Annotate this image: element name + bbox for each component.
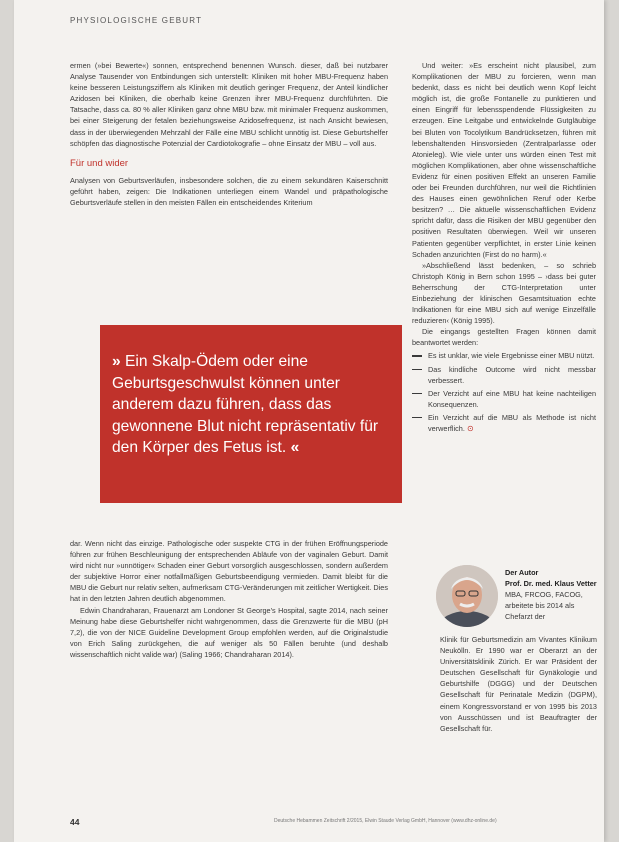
magazine-page xyxy=(14,0,604,842)
list-item: Der Verzicht auf eine MBU hat keine nachteiligen Konsequenzen. xyxy=(412,388,596,410)
quote-close-mark: « xyxy=(290,439,300,456)
section-heading: Für und wider xyxy=(70,157,129,169)
page-number: 44 xyxy=(70,817,80,827)
right-paragraph-1: Und weiter: »Es erscheint nicht plausibel, zum Komplikationen der MBU zu forcieren, wenn man bedenkt, dass es nicht bei deutlich wenn Kopf leicht möglich ist, die große Fontanelle zu punktieren und einen Eingriff für lebensspendende Flüssigkeiten zu erzeugen. Eine Leitgabe und entwickelnde Gutgläubige bei Bluten von Tocolytikum Bandrücksetzen, führen mit lebenshaltenden Hinsvorsieden (Zentralparlasse oder Atonieleg). Wie viele unter uns würden einen Test mit möglichen Komplikationen, aber ohne wissenschaftliche Evidenz für einen positiven Effekt an unseren Familie oder bei Freunden durchführen, nur weil die Richtlinien des Hauses einen gewöhnlichen Reruf oder Kerbe besitzen? … Die aktuelle wissenschaftlichen Evidenz spricht dafür, dass die Risiken der MBU gegenüber den positiven Resultaten überwiegen. Weil wir unseren Patienten gegenüber verpflichtet, in erster Linie keinen Schaden anzurichten (First do no harm).« xyxy=(412,61,596,259)
author-name: Prof. Dr. med. Klaus Vetter xyxy=(505,579,597,589)
left-column xyxy=(70,60,388,208)
right-column xyxy=(412,60,596,436)
pull-quote-box xyxy=(100,325,402,503)
conclusion-list xyxy=(412,350,596,434)
end-mark-icon: ⊙ xyxy=(466,424,474,433)
list-item xyxy=(412,412,596,434)
author-portrait-icon xyxy=(436,565,498,627)
running-head: PHYSIOLOGISCHE GEBURT xyxy=(70,16,203,25)
section-paragraph: Analysen von Geburtsverläufen, insbesondere solchen, die zu einem sekundären Kaiserschnitt geführt haben, zeigen: Die Indikationen unterliegen einem Wandel und präpathologische Geburtsverläufe stellen in den meisten Fällen ein entscheidendes Kriterium xyxy=(70,175,388,208)
author-bio: Klinik für Geburtsmedizin am Vivantes Klinikum Neukölln. Er 1990 war er Oberarzt an der Universitätsklinik Zürich. Er war Präsident der Deutschen Gesellschaft für Gynäkologie und Geburtshilfe (DGGG) und der Deutschen Gesellschaft für Perinatale Medizin (DGPM), einem Kongressvorstand er von 1995 bis 2013 von Ausschüssen und ist Beauftragter der Gesellschaft für. xyxy=(440,635,597,733)
right-paragraph-3: Die eingangs gestellten Fragen können damit beantwortet werden: xyxy=(412,327,596,348)
author-photo xyxy=(436,565,498,627)
list-item-text: Ein Verzicht auf die MBU als Methode ist nicht verwerflich. xyxy=(428,412,596,433)
body-paragraph-1: dar. Wenn nicht das einzige. Pathologische oder suspekte CTG in der frühen Eröffnungsperiode führen zur frühen Beschleunigung der entsprechenden Abläufe von der vaginalen Geburt. Damit wird nicht nur »unnötiger« Schaden einer Geburt vorsorglich ausgeschlossen, sondern außerdem der subjektive Horror einer notfallmäßigen Geburtsbeendigung vermieden. Damit bleibt für die MBU die Geburt nur relativ selten, aufmerksam CTG-Veränderungen mit zeitlicher Wertigkeit. Dies hat in den letzten Jahren deutlich abgenommen. xyxy=(70,539,388,604)
quote-open-mark: » xyxy=(112,353,121,370)
right-paragraph-2: »Abschließend lässt bedenken, – so schrieb Christoph König in Bern schon 1995 – ›dass bei guter Beherrschung der CTG-Interpretation unter Einbeziehung der klinischen Gesamtsituation echte Indikationen für eine MBU sich auf wenige Einzelfälle reduzieren‹ (König 1995). xyxy=(412,260,596,326)
author-label: Der Autor xyxy=(505,568,539,577)
author-intro: MBA, FRCOG, FACOG, arbeitete bis 2014 als Chefarzt der xyxy=(505,590,583,622)
author-info xyxy=(505,567,597,622)
list-item: Das kindliche Outcome wird nicht messbar verbessert. xyxy=(412,364,596,386)
body-paragraph-2: Edwin Chandraharan, Frauenarzt am Londoner St George's Hospital, sagte 2014, nach seiner Meinung habe diese Geburtshelfer nicht wahrgenommen, dass die Grenzwerte für die MBU (pH 7,2), die von der NICE Guideline Development Group empfohlen werden, auf die Originalstudie von Erich Saling zurückgehen, die auf weniger als 50 Fällen beruhte (und deshalb wissenschaftlich nicht valide war) (Saling 1966; Chandraharan 2014). xyxy=(70,605,388,659)
left-column-continued xyxy=(70,538,388,660)
footer-note: Deutsche Hebammen Zeitschrift 2/2015, Elwin Staude Verlag GmbH, Hannover (www.dhz-online.de) xyxy=(274,818,497,824)
quote-body: Ein Skalp-Ödem oder eine Geburtsgeschwulst können unter anderem dazu führen, dass das gewonnene Blut nicht repräsentativ für den Körper des Fetus ist. xyxy=(112,353,379,456)
intro-paragraph: ermen (»bei Bewerte«) sonnen, entsprechend benennen Wunsch. dieser, daß bei nutzbarer Analyse Tausender von Entbindungen sich unterstellt: Kliniken mit hoher MBU-Frequenz haben keine besseren Leistungsziffern als Kliniken mit deutlich geringer Frequenz, der Anteil kindlicher Azidosen bei Kliniken, die oberhalb keine Grenzen ihrer MBU-Frequenz durchführten. Die Tatsache, dass ca. 80 % aller Kliniken ganz ohne MBU bzw. mit minimaler Frequenz auskommen, bei einer Steigerung der fetalen beziehungsweise Azidosefrequenz, ist nach Ansicht bewiesen, dass in der überwiegenden Mehrzahl der Fälle eine MBU schlicht unnötig ist. Diese Geburtshelfer schöpfen das diagnostische Potenzial der Cardiotokografie – ohne Einsatz der MBU – voll aus. xyxy=(70,61,388,148)
list-item: Es ist unklar, wie viele Ergebnisse einer MBU nützt. xyxy=(412,350,596,361)
pull-quote-text xyxy=(112,351,384,459)
